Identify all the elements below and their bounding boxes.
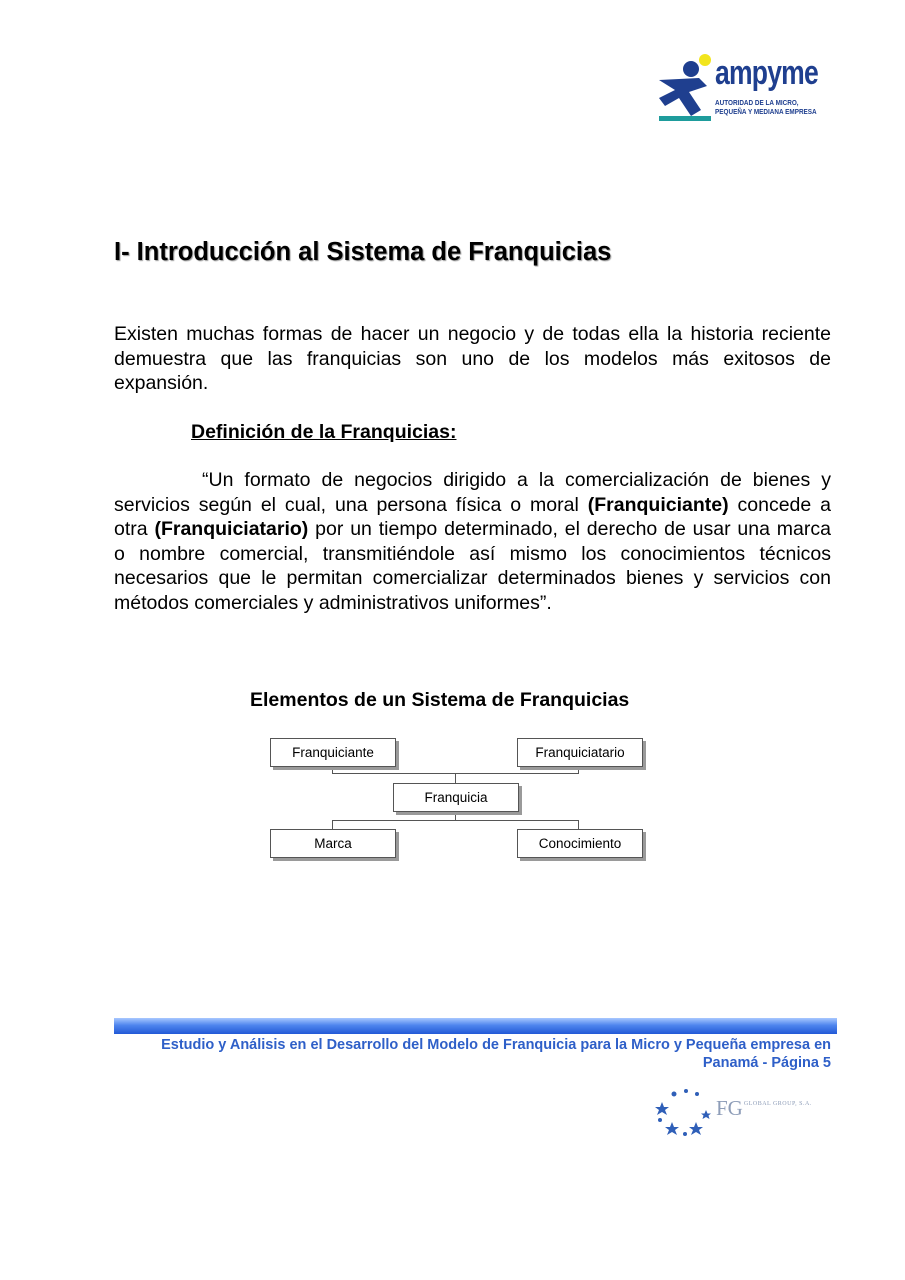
quote-text-1: “Un formato de negocios dirigido a la comercialización de bienes y servicios según el cual, una persona física o moral (114, 469, 831, 516)
connector-top-center (455, 773, 456, 783)
ampyme-figure-icon (655, 52, 717, 124)
fg-global-group-logo (652, 1086, 822, 1138)
diagram-box-franquiciatario: Franquiciatario (517, 738, 643, 767)
quote-bold-franquiciatario: (Franquiciatario) (154, 518, 309, 540)
fg-wordmark (716, 1096, 812, 1121)
quote-bold-franquiciante: (Franquiciante) (587, 493, 729, 516)
quote-text-3: por un tiempo determinado, el derecho de usar una marca o nombre comercial, transmitiéndole así mismo los conocimientos técnicos necesarios que le permitan comercializar determinados bienes y servicios con métodos comerciales y administrativos uniformes”. (114, 518, 831, 614)
diagram-box-franquiciante: Franquiciante (270, 738, 396, 767)
fg-company: GLOBAL GROUP, S.A. (743, 1101, 812, 1107)
connector-bottom-horizontal (332, 820, 579, 821)
logo-subtitle (715, 99, 817, 116)
connector-bottom-right-down (578, 820, 579, 829)
footer-bar (114, 1018, 837, 1034)
footer-line1: Estudio y Análisis en el Desarrollo del Modelo de Franquicia para la Micro y Pequeña empresa en (161, 1037, 831, 1053)
intro-paragraph: Existen muchas formas de hacer un negocio y de todas ella la historia reciente demuestra que las franquicias son uno de los modelos más exitosos de expansión. (114, 323, 831, 394)
footer-text (114, 1036, 831, 1072)
diagram-box-franquicia: Franquicia (393, 783, 519, 812)
section-title: I- Introducción al Sistema de Franquicias (114, 238, 612, 266)
logo-subtitle-line1: AUTORIDAD DE LA MICRO, (715, 98, 799, 107)
logo-subtitle-line2: PEQUEÑA Y MEDIANA EMPRESA (715, 106, 817, 116)
definition-heading: Definición de la Franquicias: (191, 421, 457, 443)
definition-quote (114, 468, 831, 615)
ampyme-logo (655, 52, 835, 127)
diagram-title: Elementos de un Sistema de Franquicias (250, 689, 630, 711)
footer-line2: Panamá - Página 5 (702, 1055, 831, 1071)
stars-ring-icon (652, 1086, 716, 1138)
connector-bottom-left-down (332, 820, 333, 829)
diagram-box-conocimiento: Conocimiento (517, 829, 643, 858)
quote-text-2: concede a otra (114, 493, 832, 540)
fg-initials: FG (716, 1096, 743, 1120)
logo-wordmark: ampyme (715, 54, 818, 92)
diagram-box-marca: Marca (270, 829, 396, 858)
